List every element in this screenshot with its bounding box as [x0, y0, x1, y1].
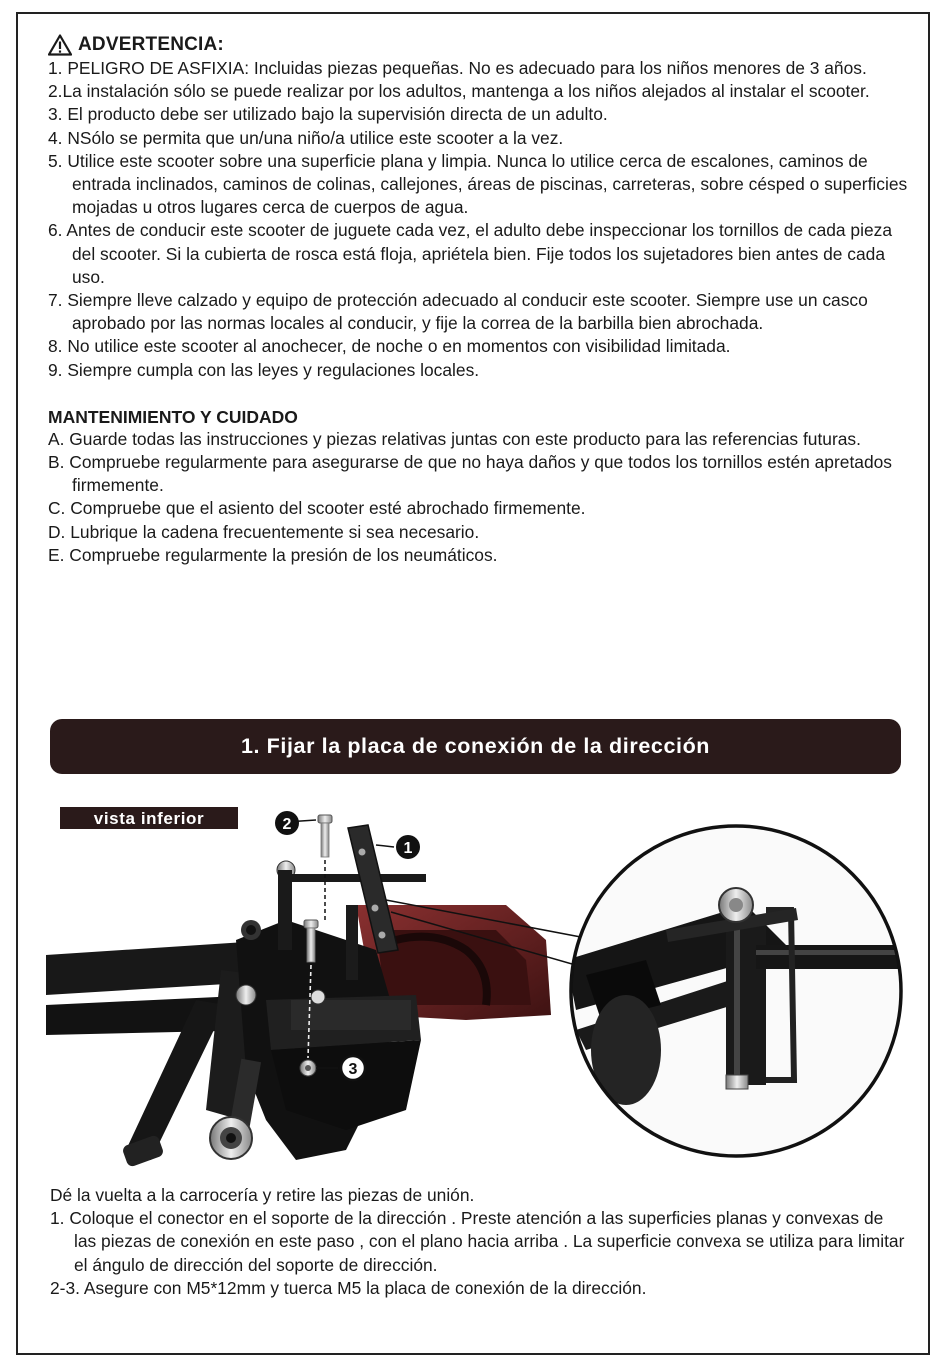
maintenance-list [48, 428, 908, 567]
instructions-section [50, 1184, 910, 1300]
list-item: E. Compruebe regularmente la presión de los neumáticos. [48, 544, 498, 565]
assembly-illustration [46, 790, 908, 1175]
list-item: 8. No utilice este scooter al anochecer, de noche o en momentos con visibilidad limitada. [48, 336, 731, 357]
list-item: 7. Siempre lleve calzado y equipo de protección adecuado al conducir este scooter. Siempre use un casco aprobado por las normas locales al conducir, y fije la correa de la barbilla bien abrochada. [48, 290, 868, 334]
list-item: 1. Coloque el conector en el soporte de la dirección . Preste atención a las superficies planas y convexas de las piezas de conexión en este paso , con el plano hacia arriba . La superficie convexa se utiliza para limitar el ángulo de dirección del soporte de dirección. [50, 1208, 905, 1275]
section-title: 1. Fijar la placa de conexión de la dirección [240, 734, 711, 758]
section-banner [50, 719, 901, 774]
instructions-intro: Dé la vuelta a la carrocería y retire las piezas de unión. [50, 1185, 475, 1205]
list-item: 2-3. Asegure con M5*12mm y tuerca M5 la placa de conexión de la dirección. [50, 1277, 647, 1298]
list-item: C. Compruebe que el asiento del scooter esté abrochado firmemente. [48, 498, 586, 519]
maintenance-heading: MANTENIMIENTO Y CUIDADO [48, 406, 298, 427]
warning-section [48, 34, 908, 567]
list-item: 2.La instalación sólo se puede realizar por los adultos, mantenga a los niños alejados al instalar el scooter. [48, 81, 870, 102]
detail-zoom-circle [566, 826, 908, 1156]
callout-badge-1 [396, 835, 420, 859]
callout-number: 3 [348, 1061, 358, 1078]
list-item: 1. PELIGRO DE ASFIXIA: Incluidas piezas pequeñas. No es adecuado para los niños menores de 3 años. [48, 58, 867, 78]
warning-list [48, 57, 908, 382]
list-item: 6. Antes de conducir este scooter de juguete cada vez, el adulto debe inspeccionar los tornillos de cada pieza del scooter. Si la cubierta de rosca está floja, apriételа bien. Fije todos los sujetadores bien antes de cada uso. [48, 220, 892, 287]
warning-title: ADVERTENCIA: [78, 34, 224, 55]
list-item: 5. Utilice este scooter sobre una superficie plana y limpia. Nunca lo utilice cerca de escalones, caminos de entrada inclinados, caminos de colinas, callejones, áreas de piscinas, carreteras, sobre césped o superficies mojadas u otros lugares cerca de cuerpos de agua. [48, 150, 908, 218]
list-item: 4. NSólo se permita que un/una niño/a utilice este scooter a la vez. [48, 127, 564, 148]
warning-heading [48, 34, 908, 56]
instructions-steps [50, 1207, 910, 1300]
callout-badge-3 [341, 1056, 365, 1080]
list-item: B. Compruebe regularmente para asegurarse de que no haya daños y que todos los tornillos estén apretados firmemente. [48, 452, 892, 496]
callout-number: 1 [403, 840, 413, 857]
list-item: 9. Siempre cumpla con las leyes y regulaciones locales. [48, 359, 480, 380]
callout-number: 2 [282, 816, 292, 833]
list-item: D. Lubrique la cadena frecuentemente si sea necesario. [48, 521, 480, 542]
nut-part [300, 1060, 316, 1076]
view-label: vista inferior [93, 809, 205, 828]
callout-badge-2 [275, 811, 299, 835]
list-item: A. Guarde todas las instrucciones y piezas relativas juntas con este producto para las referencias futuras. [48, 428, 861, 449]
warning-triangle-icon [48, 34, 72, 56]
list-item: 3. El producto debe ser utilizado bajo la supervisión directa de un adulto. [48, 104, 608, 125]
